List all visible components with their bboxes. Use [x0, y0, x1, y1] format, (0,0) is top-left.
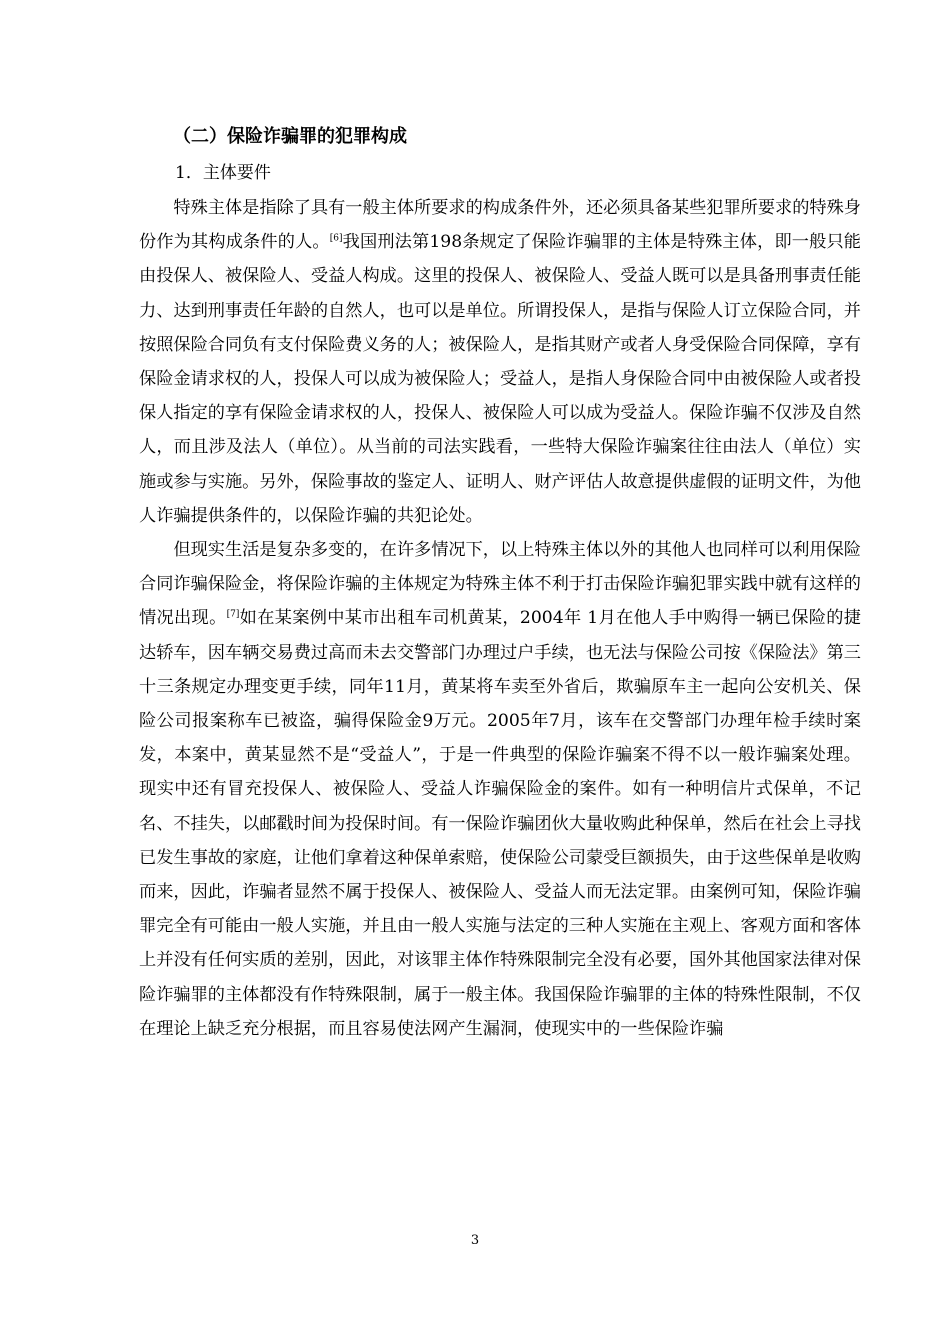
paragraph-2: [139, 533, 861, 1046]
citation-6: [6]: [329, 233, 343, 244]
paragraph-2-text-a: 但现实生活是复杂多变的，在许多情况下，以上特殊主体以外的其他人也同样可以利用保险合同诈骗保险金，将保险诈骗的主体规定为特殊主体不利于打击保险诈骗犯罪实践中就有这样的情况出现。: [139, 540, 861, 629]
section-heading: （二）保险诈骗罪的犯罪构成: [173, 126, 407, 147]
subsection-heading: 1．主体要件: [175, 163, 271, 183]
page-number: 3: [470, 1233, 480, 1248]
citation-7: [7]: [226, 609, 240, 620]
paragraph-2-text-b: 如在某案例中某市出租车司机黄某，2004年 1月在他人手中购得一辆已保险的捷达轿车，因车辆交易费过高而未去交警部门办理过户手续，也无法与保险公司按《保险法》第三十三条规定办理变更手续，同年11月，黄某将车卖至外省后，欺骗原车主一起向公安机关、保险公司报案称车已被盗，骗得保险金9万元。2005年7月，该车在交警部门办理年检手续时案发，本案中，黄某显然不是“受益人”，于是一件典型的保险诈骗案不得不以一般诈骗案处理。现实中还有冒充投保人、被保险人、受益人诈骗保险金的案件。如有一种明信片式保单，不记名、不挂失，以邮戳时间为投保时间。有一保险诈骗团伙大量收购此种保单，然后在社会上寻找已发生事故的家庭，让他们拿着这种保单索赔，使保险公司蒙受巨额损失，由于这些保单是收购而来，因此，诈骗者显然不属于投保人、被保险人、受益人而无法定罪。由案例可知，保险诈骗罪完全有可能由一般人实施，并且由一般人实施与法定的三种人实施在主观上、客观方面和客体上并没有任何实质的差别，因此，对该罪主体作特殊限制完全没有必要，国外其他国家法律对保险诈骗罪的主体都没有作特殊限制，属于一般主体。我国保险诈骗罪的主体的特殊性限制，不仅在理论上缺乏充分根据，而且容易使法网产生漏洞，使现实中的一些保险诈骗: [139, 608, 861, 1039]
paragraph-1-text-a: 特殊主体是指除了具有一般主体所要求的构成条件外，还必须具备某些犯罪所要求的特殊身份作为其构成条件的人。: [139, 198, 861, 253]
paragraph-1: [139, 191, 861, 533]
page-content: [139, 118, 861, 1046]
paragraph-1-text-b: 我国刑法第198条规定了保险诈骗罪的主体是特殊主体，即一般只能由投保人、被保险人、受益人构成。这里的投保人、被保险人、受益人既可以是具备刑事责任能力、达到刑事责任年龄的自然人，也可以是单位。所谓投保人，是指与保险人订立保险合同，并按照保险合同负有支付保险费义务的人；被保险人，是指其财产或者人身受保险合同保障，享有保险金请求权的人，投保人可以成为被保险人；受益人，是指人身保险合同中由被保险人或者投保人指定的享有保险金请求权的人，投保人、被保险人可以成为受益人。保险诈骗不仅涉及自然人，而且涉及法人（单位）。从当前的司法实践看，一些特大保险诈骗案往往由法人（单位）实施或参与实施。另外，保险事故的鉴定人、证明人、财产评估人故意提供虚假的证明文件，为他人诈骗提供条件的，以保险诈骗的共犯论处。: [139, 232, 861, 526]
